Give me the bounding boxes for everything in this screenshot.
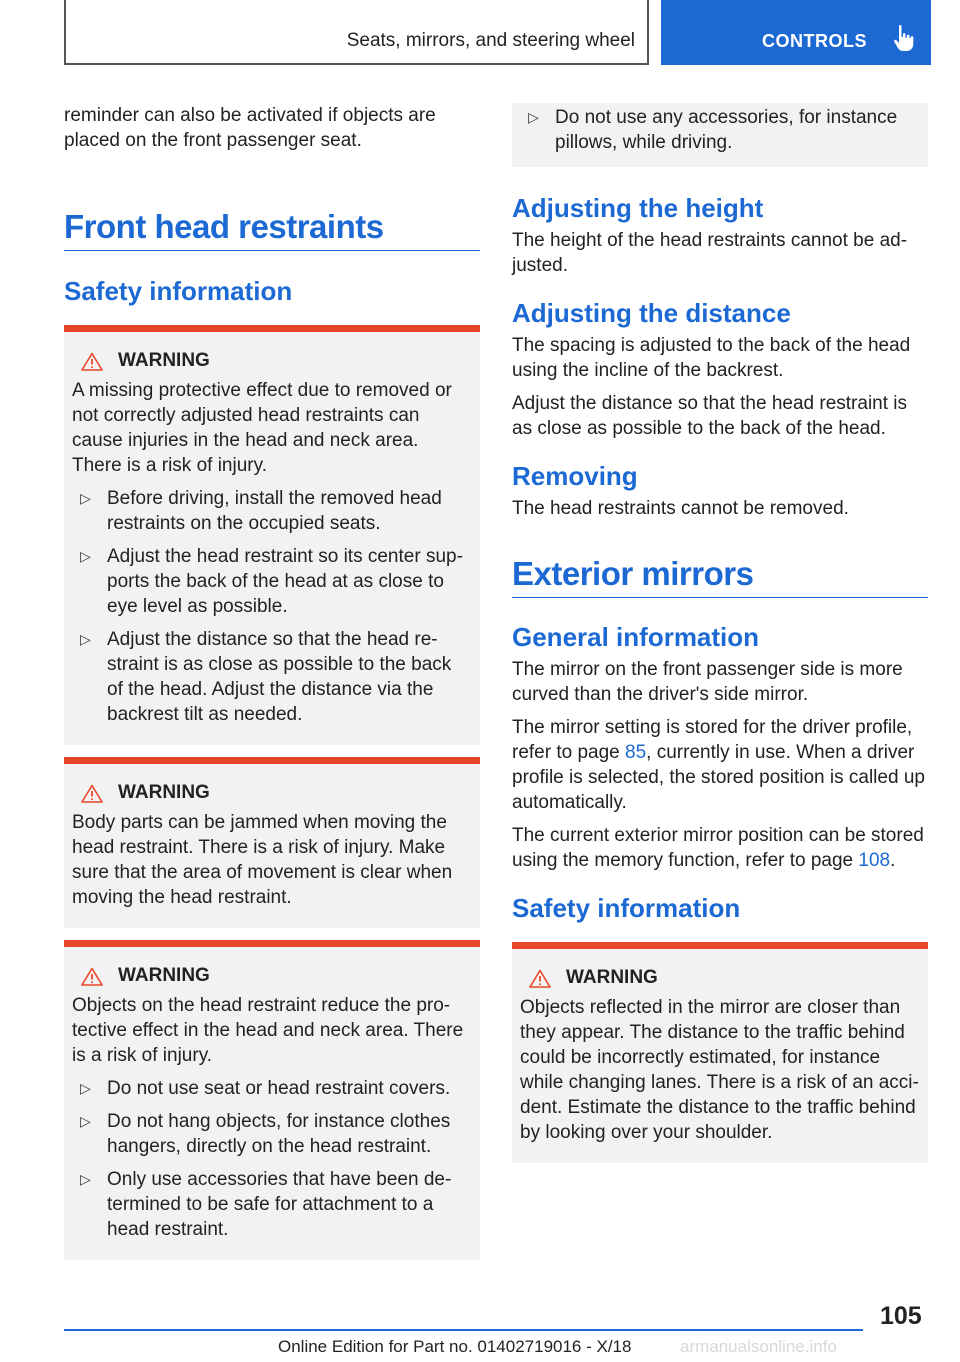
- warning-continuation-box: [512, 103, 928, 167]
- page-number: 105: [880, 1302, 922, 1330]
- warning-triangle-icon: [81, 967, 103, 986]
- distance-text-2: Adjust the distance so that the head restraint is as close as possible to the back of the head.: [512, 393, 908, 439]
- page-reference-link[interactable]: 108: [858, 850, 891, 871]
- list-item: ▷ Adjust the distance so that the head re-straint is as close as possible to the back of the head. Adjust the distance via the backrest tilt as needed.: [80, 629, 452, 725]
- right-column: [512, 103, 928, 1163]
- edition-text: Online Edition for Part no. 01402719016 - X/18: [278, 1337, 632, 1356]
- list-item: ▷ Do not use seat or head restraint covers.: [80, 1078, 451, 1099]
- bullet-triangle-icon: ▷: [80, 631, 91, 647]
- footer-divider: [64, 1329, 863, 1331]
- distance-heading: Adjusting the distance: [512, 298, 791, 328]
- pointing-hand-icon: [893, 24, 915, 52]
- height-text: The height of the head restraints cannot be ad-justed.: [512, 230, 908, 276]
- bullet-triangle-icon: ▷: [80, 1080, 91, 1096]
- left-column: [64, 103, 480, 1260]
- bullet-triangle-icon: ▷: [80, 548, 91, 564]
- safety-heading: Safety information: [64, 276, 293, 306]
- header-section-label: CONTROLS: [762, 31, 867, 51]
- bullet-triangle-icon: ▷: [528, 109, 539, 125]
- warning-triangle-icon: [81, 352, 103, 371]
- warning-text: Objects reflected in the mirror are closer than they appear. The distance to the traffic behind could be incorrectly estimated, for instance while changing lanes. There is a risk of an acci-dent. Estimate the distance to the traffic behind by looking over your shoulder.: [520, 997, 919, 1143]
- header-section-tab: [661, 0, 931, 65]
- list-item: ▷ Do not use any accessories, for instance pillows, while driving.: [528, 107, 898, 153]
- header-chapter-box: [64, 0, 649, 65]
- warning-triangle-icon: [529, 969, 551, 988]
- removing-heading: Removing: [512, 461, 638, 491]
- warning-box-3: [64, 940, 480, 1260]
- bullet-triangle-icon: ▷: [80, 1171, 91, 1187]
- general-text-3: The current exterior mirror position can be stored using the memory function, refer to page 108.: [512, 825, 924, 871]
- warning-text: Objects on the head restraint reduce the pro-tective effect in the head and neck area. There is a risk of injury.: [72, 995, 464, 1066]
- warning-box-mirror: [512, 942, 928, 1163]
- warning-label: WARNING: [118, 782, 210, 803]
- page-reference-link[interactable]: 85: [625, 742, 647, 763]
- list-item: ▷ Do not hang objects, for instance clothes hangers, directly on the head restraint.: [80, 1111, 451, 1157]
- general-heading: General information: [512, 622, 760, 652]
- warning-text: Body parts can be jammed when moving the head restraint. There is a risk of injury. Make sure that the area of movement is clear when moving the head restraint.: [72, 812, 453, 908]
- list-item: ▷ Before driving, install the removed head restraints on the occupied seats.: [80, 488, 442, 534]
- section-title-head-restraints: Front head restraints: [64, 208, 480, 251]
- general-text-1: The mirror on the front passenger side is more curved than the driver's side mirror.: [512, 659, 903, 705]
- warning-label: WARNING: [566, 967, 658, 988]
- list-item: ▷ Adjust the head restraint so its center sup-ports the back of the head at as close to eye level as possible.: [80, 546, 463, 617]
- bullet-triangle-icon: ▷: [80, 1113, 91, 1129]
- list-item: ▷ Only use accessories that have been de-termined to be safe for attachment to a head restraint.: [80, 1169, 452, 1240]
- intro-paragraph: reminder can also be activated if objects are placed on the front passenger seat.: [64, 105, 436, 151]
- distance-text-1: The spacing is adjusted to the back of the head using the incline of the backrest.: [512, 335, 911, 381]
- warning-text: A missing protective effect due to removed or not correctly adjusted head restraints can cause injuries in the head and neck area. There is a risk of injury.: [72, 380, 452, 476]
- warning-label: WARNING: [118, 350, 210, 371]
- warning-label: WARNING: [118, 965, 210, 986]
- warning-triangle-icon: [81, 784, 103, 803]
- bullet-triangle-icon: ▷: [80, 490, 91, 506]
- removing-text: The head restraints cannot be removed.: [512, 498, 849, 519]
- warning-box-1: [64, 325, 480, 745]
- header-chapter-title: Seats, mirrors, and steering wheel: [346, 30, 635, 51]
- height-heading: Adjusting the height: [512, 193, 764, 223]
- mirror-safety-heading: Safety information: [512, 893, 741, 923]
- general-text-2: The mirror setting is stored for the driver profile, refer to page 85, currently in use. When a driver profile is selected, the stored position is called up automatically.: [512, 717, 925, 813]
- watermark-text: armanualsonline.info: [680, 1337, 837, 1356]
- section-title-exterior-mirrors: Exterior mirrors: [512, 555, 928, 598]
- warning-box-2: [64, 757, 480, 928]
